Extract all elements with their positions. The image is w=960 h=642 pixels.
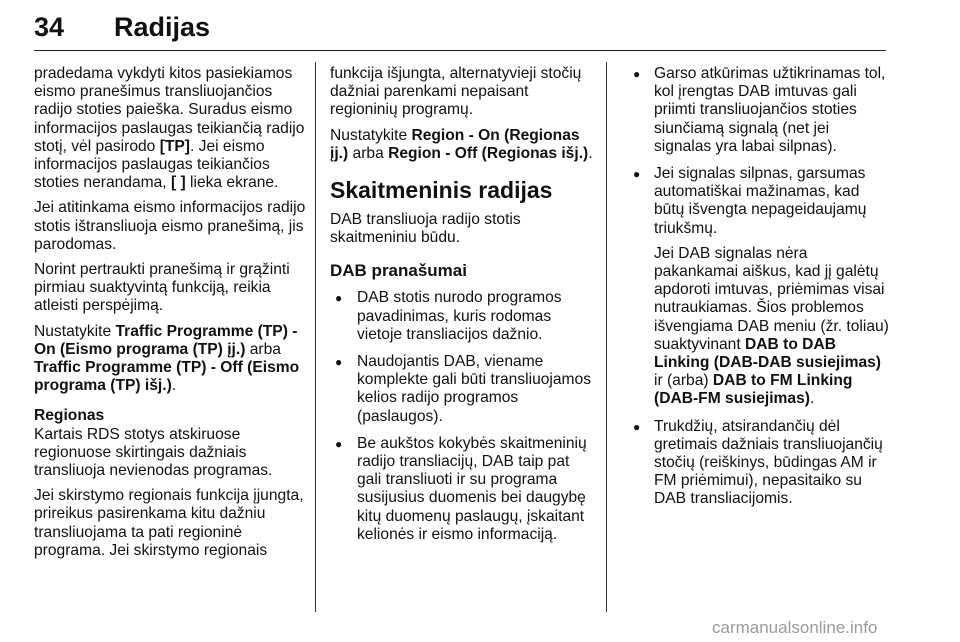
bullet-list <box>330 289 594 544</box>
menu-option-tp-off: Traffic Programme (TP) - Off (Eismo programa (TP) išj.) <box>34 359 300 395</box>
paragraph: DAB transliuoja radijo stotis skaitmeniniu būdu. <box>330 211 521 247</box>
paragraph: funkcija išjungta, alternatyvieji stočių dažniai parenkami nepaisant regioninių programų. <box>330 65 582 119</box>
menu-option-tp-on: Traffic Programme (TP) - On (Eismo programa (TP) įj.) <box>34 322 298 358</box>
text-run: . Jei eismo informacijos paslaugas teikiančios stoties nerandama, <box>34 137 270 192</box>
menu-option-dab-fm: DAB to FM Linking (DAB-FM susiejimas) <box>654 372 853 408</box>
text-run: ir (arba) <box>654 372 713 390</box>
text-run: Jei DAB signalas nėra pakankamai aiškus, kad jį galėtų apdoroti imtuvas, priėmimas visai nutraukiamas. Šios problemos išvengiama DAB meniu (žr. toliau) suaktyvinant <box>654 244 889 353</box>
column-right <box>628 65 890 518</box>
list-item: ● Be aukštos kokybės skaitmeninių radijo transliacijų, DAB taip pat gali transliuoti ir su programa susijusius duomenis bei daugybę kitų duomenų paslaugų, įskaitant kelionės ir eismo informaciją. <box>330 435 594 544</box>
paragraph: Jei atitinkama eismo informacijos radijo stotis ištransliuoja eismo pranešimą, jis parodomas. <box>34 199 306 253</box>
text-run: . <box>588 144 593 162</box>
list-item: ● DAB stotis nurodo programos pavadinimas, kuris rodomas vietoje transliacijos dažnio. <box>330 289 594 344</box>
paragraph <box>34 65 306 192</box>
menu-option-dab-dab: DAB to DAB Linking (DAB-DAB susiejimas) <box>654 335 882 372</box>
paragraph <box>654 245 890 409</box>
page-number: 34 <box>34 12 65 42</box>
column-divider-2 <box>606 62 607 612</box>
list-item <box>628 165 890 409</box>
list-item: ● Naudojantis DAB, viename komplekte gali būti transliuojamos kelios radijo programos (paslaugos). <box>330 353 594 426</box>
column-middle <box>330 65 594 553</box>
header-rule <box>34 50 886 51</box>
paragraph: Jei skirstymo regionais funkcija įjungta, prireikus pasirenkama kitu dažniu transliuojama ta pati regioninė programa. Jei skirstymo regionais <box>34 487 304 559</box>
paragraph: Norint pertraukti pranešimą ir grąžinti pirmiau suaktyvintą funkciją, reikia atleisti perspėjimą. <box>34 261 290 315</box>
text-run: Jei signalas silpnas, garsumas automatiškai mažinamas, kad būtų išvengta nepageidaujamų triukšmų. <box>654 165 867 237</box>
subheading-regionas: Regionas <box>34 407 105 425</box>
list-item: ● Garso atkūrimas užtikrinamas tol, kol įrengtas DAB imtuvas gali priimti transliuojančios stoties siunčiamą signalą (net jei signalas yra labai silpnas). <box>628 65 890 156</box>
list-item: ● Trukdžių, atsirandančių dėl gretimais dažniais transliuojančių stočių (reiškinys, būdingas AM ir FM priėmimui), nepasitaiko su DAB transliacijomis. <box>628 418 890 509</box>
text-run: arba <box>245 340 281 358</box>
page-header <box>34 12 886 52</box>
subsection-heading: DAB pranašumai <box>330 261 467 281</box>
column-left <box>34 65 306 567</box>
text-run: Nustatykite <box>34 322 116 340</box>
bullet-list <box>628 65 890 509</box>
text-run: . <box>809 390 815 408</box>
text-run: pradedama vykdyti kitos pasiekiamos eismo pranešimus transliuojančios radijo stoties paieška. Suradus eismo informacijos paslaugas teikiančią radijo stotį, vėl pasirodo <box>34 65 305 155</box>
menu-option-region-off: Region - Off (Regionas išj.) <box>388 144 589 162</box>
text-run: lieka ekrane. <box>185 174 279 192</box>
button-label-tp: [TP] <box>159 137 190 155</box>
button-label-empty: [ ] <box>170 174 186 192</box>
chapter-title: Radijas <box>114 12 211 42</box>
paragraph <box>330 127 594 163</box>
column-divider-1 <box>315 62 316 612</box>
watermark: carmanualsonline.info <box>712 618 878 637</box>
text-run: arba <box>348 144 389 162</box>
menu-option-region-on: Region - On (Regionas įj.) <box>330 126 580 162</box>
paragraph: Kartais RDS stotys atskiruose regionuose skirtingais dažniais transliuoja nevienodas programas. <box>34 425 273 480</box>
text-run: Nustatykite <box>330 126 412 144</box>
section-heading: Skaitmeninis radijas <box>330 177 553 204</box>
text-run: . <box>171 377 177 395</box>
paragraph <box>34 323 306 396</box>
